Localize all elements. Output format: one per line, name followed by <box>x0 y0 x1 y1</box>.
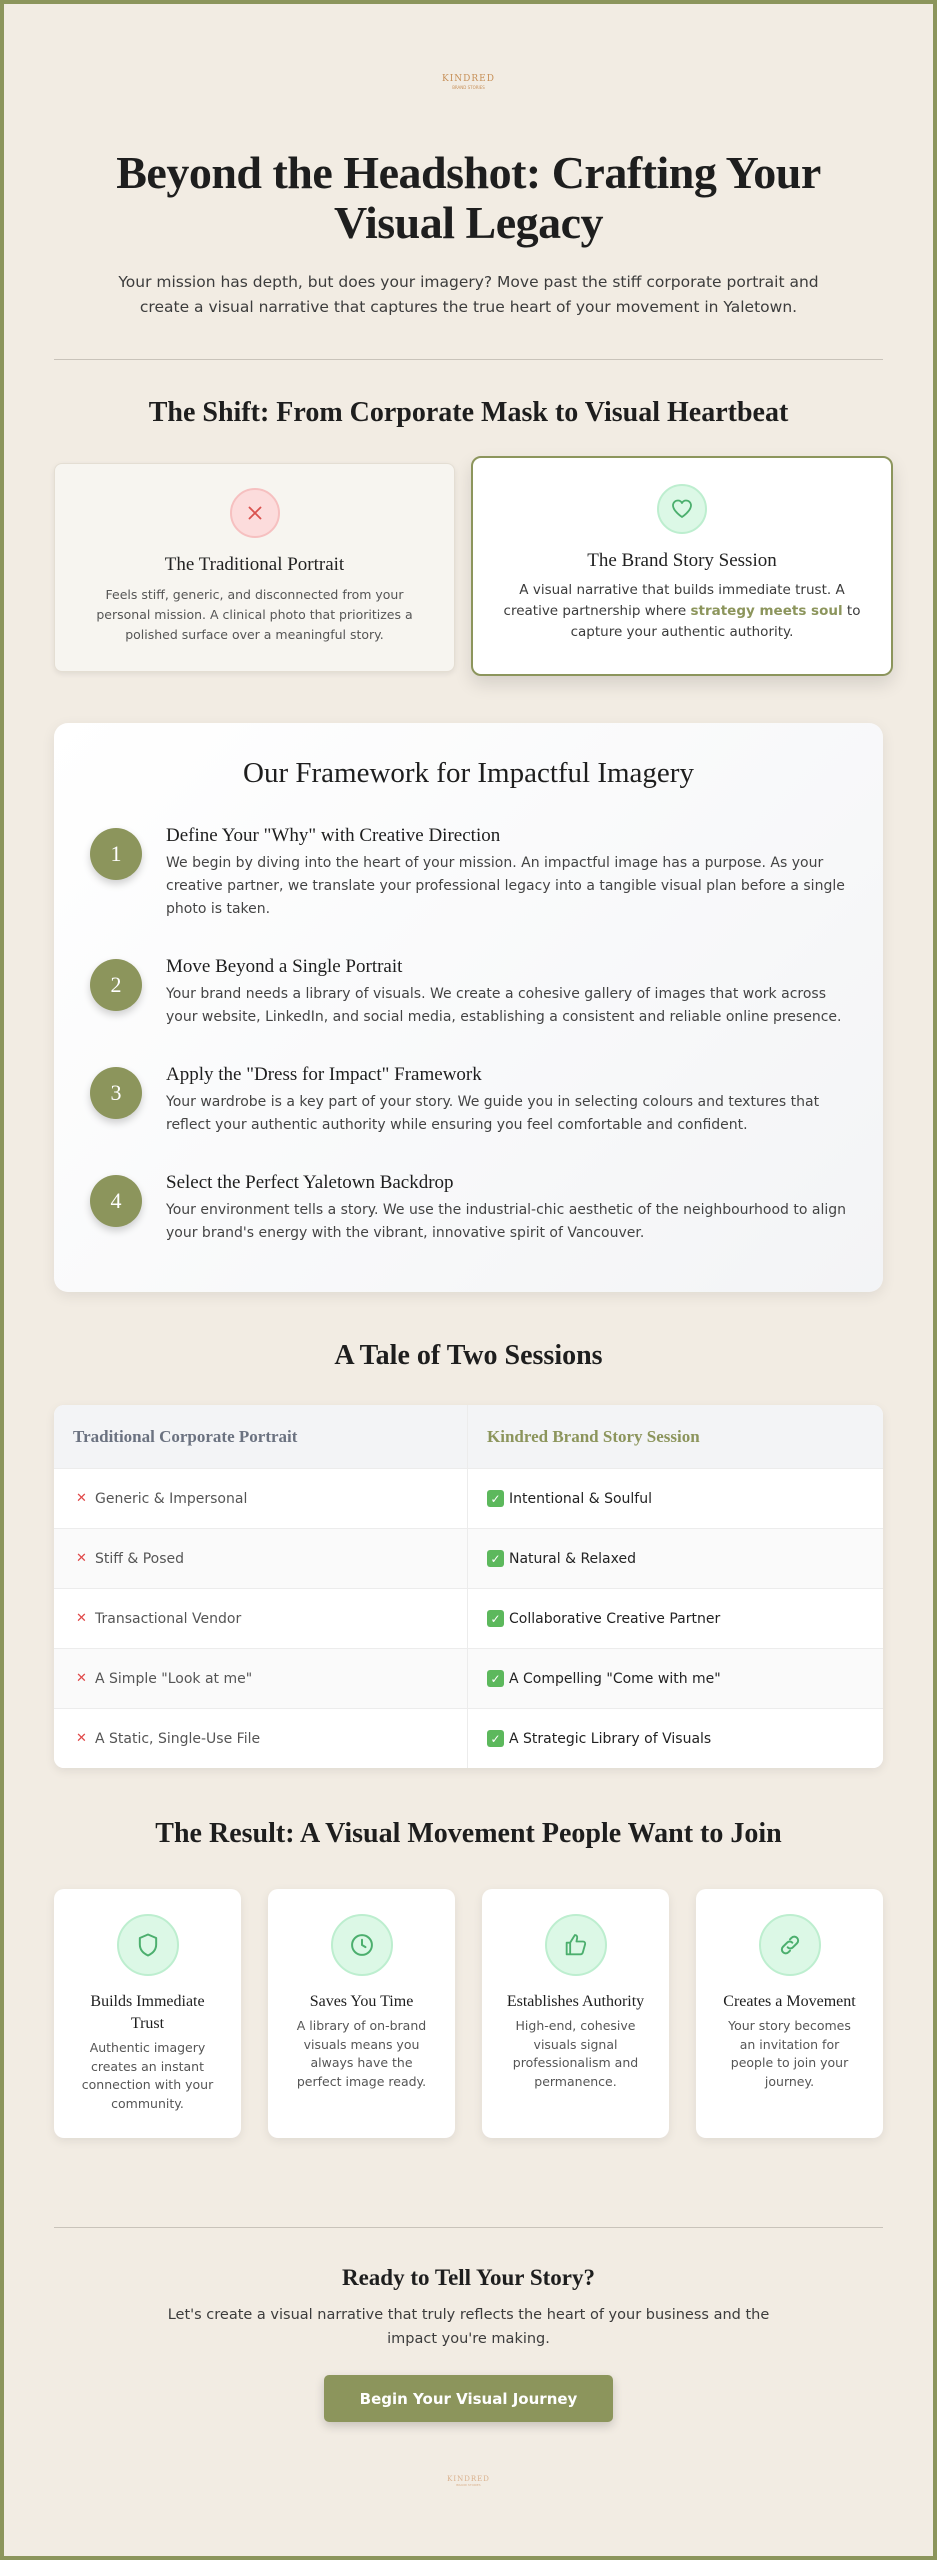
clock-icon <box>331 1914 393 1976</box>
step-text: Your brand needs a library of visuals. We create a cohesive gallery of images that work across your website, LinkedIn, and social media, establishing a consistent and reliable online presence. <box>166 986 842 1025</box>
brand-logo[interactable] <box>0 74 937 90</box>
check-icon: ✓ <box>487 1490 504 1507</box>
cell-text: Collaborative Creative Partner <box>509 1610 721 1627</box>
footer-logo[interactable] <box>0 2475 937 2487</box>
result-card-trust <box>54 1889 241 2138</box>
cell-text: A Simple "Look at me" <box>95 1670 253 1687</box>
cross-icon: ✕ <box>76 1611 87 1626</box>
step-text: We begin by diving into the heart of your mission. An impactful image has a purpose. As your creative partner, we translate your professional legacy into a tangible visual plan before a single photo is taken. <box>166 855 845 917</box>
result-title: Creates a Movement <box>723 1993 856 2010</box>
brand-card-title: The Brand Story Session <box>587 550 777 571</box>
cross-icon: ✕ <box>76 1671 87 1686</box>
shield-icon <box>117 1914 179 1976</box>
table-cell-traditional <box>54 1709 468 1768</box>
result-title: Saves You Time <box>309 1993 414 2010</box>
footer-brand-tagline: BRAND STORIES <box>456 2483 481 2487</box>
hero-title: Beyond the Headshot: Crafting Your Visual Legacy <box>116 147 821 248</box>
link-icon <box>759 1914 821 1976</box>
step-number: 3 <box>90 1067 142 1119</box>
step-number: 1 <box>90 828 142 880</box>
cta-subtitle: Let's create a visual narrative that truly reflects the heart of your business and the impact you're making. <box>167 2307 770 2347</box>
comparison-table <box>54 1405 883 1768</box>
step-text: Your environment tells a story. We use the industrial-chic aesthetic of the neighbourhood to align your brand's energy with the vibrant, innovative spirit of Vancouver. <box>166 1202 847 1241</box>
cross-icon: ✕ <box>76 1551 87 1566</box>
result-title: Builds Immediate Trust <box>90 1993 205 2032</box>
brand-name: KINDRED <box>442 74 495 84</box>
traditional-card-text: Feels stiff, generic, and disconnected from your personal mission. A clinical photo that prioritizes a polished surface over a meaningful story. <box>96 587 413 642</box>
check-icon: ✓ <box>487 1670 504 1687</box>
cross-icon: ✕ <box>76 1731 87 1746</box>
result-card-movement <box>696 1889 883 2138</box>
result-text: Authentic imagery creates an instant connection with your community. <box>81 2040 214 2111</box>
traditional-card-title: The Traditional Portrait <box>164 554 345 575</box>
framework-section <box>54 723 883 1292</box>
thumbs-up-icon <box>545 1914 607 1976</box>
hero-subtitle: Your mission has depth, but does your imagery? Move past the stiff corporate portrait and create a visual narrative that captures the true heart of your movement in Yaletown. <box>118 273 819 316</box>
table-row <box>54 1588 883 1648</box>
check-icon: ✓ <box>487 1610 504 1627</box>
check-icon: ✓ <box>487 1730 504 1747</box>
step-number: 2 <box>90 959 142 1011</box>
table-cell-traditional <box>54 1589 468 1648</box>
step-title: Select the Perfect Yaletown Backdrop <box>166 1172 454 1193</box>
step-text: Your wardrobe is a key part of your story. We guide you in selecting colours and textures that reflect your authentic authority while ensuring you feel comfortable and confident. <box>166 1094 820 1133</box>
brand-card-text-start: A visual narrative that builds immediate trust. A creative partnership where <box>503 582 845 619</box>
check-icon: ✓ <box>487 1550 504 1567</box>
result-text: Your story becomes an invitation for people to join your journey. <box>728 2018 851 2089</box>
table-cell-kindred <box>468 1589 883 1648</box>
table-cell-kindred <box>468 1529 883 1588</box>
step-number: 4 <box>90 1175 142 1227</box>
brand-tagline: BRAND STORIES <box>452 85 485 90</box>
cell-text: A Static, Single-Use File <box>95 1730 261 1747</box>
section-divider <box>54 2227 883 2228</box>
table-row <box>54 1468 883 1528</box>
cell-text: A Strategic Library of Visuals <box>509 1730 712 1747</box>
cell-text: Transactional Vendor <box>95 1610 242 1627</box>
result-text: A library of on-brand visuals means you always have the perfect image ready. <box>296 2018 427 2089</box>
table-cell-kindred <box>468 1649 883 1708</box>
traditional-portrait-card <box>54 463 455 672</box>
framework-heading: Our Framework for Impactful Imagery <box>243 757 694 789</box>
table-cell-traditional <box>54 1649 468 1708</box>
cell-text: Stiff & Posed <box>95 1550 185 1567</box>
footer-brand-name: KINDRED <box>447 2475 490 2483</box>
brand-story-card <box>471 456 893 676</box>
step-title: Move Beyond a Single Portrait <box>166 956 403 977</box>
result-title: Establishes Authority <box>506 1993 645 2010</box>
brand-card-text-end: to capture your authentic authority. <box>570 603 861 640</box>
brand-card-text-accent: strategy meets soul <box>690 603 843 619</box>
table-cell-traditional <box>54 1469 468 1528</box>
result-card-time <box>268 1889 455 2138</box>
results-heading: The Result: A Visual Movement People Want to Join <box>155 1818 782 1849</box>
table-cell-kindred <box>468 1469 883 1528</box>
shift-heading: The Shift: From Corporate Mask to Visual Heartbeat <box>148 397 789 428</box>
table-row <box>54 1648 883 1708</box>
cross-icon: ✕ <box>76 1491 87 1506</box>
table-row <box>54 1708 883 1768</box>
table-cell-traditional <box>54 1529 468 1588</box>
table-row <box>54 1528 883 1588</box>
cell-text: A Compelling "Come with me" <box>509 1670 721 1687</box>
heart-icon <box>657 484 707 534</box>
section-divider <box>54 359 883 360</box>
begin-journey-button[interactable]: Begin Your Visual Journey <box>324 2375 613 2422</box>
result-card-authority <box>482 1889 669 2138</box>
comparison-heading: A Tale of Two Sessions <box>334 1340 603 1371</box>
step-title: Apply the "Dress for Impact" Framework <box>166 1064 482 1085</box>
table-cell-kindred <box>468 1709 883 1768</box>
result-text: High-end, cohesive visuals signal professionalism and permanence. <box>512 2018 639 2089</box>
cta-title: Ready to Tell Your Story? <box>341 2265 596 2290</box>
table-header-traditional: Traditional Corporate Portrait <box>54 1405 468 1468</box>
table-header-row <box>54 1405 883 1468</box>
x-icon <box>230 488 280 538</box>
table-header-kindred: Kindred Brand Story Session <box>487 1426 700 1446</box>
cell-text: Natural & Relaxed <box>509 1550 636 1567</box>
cell-text: Intentional & Soulful <box>509 1490 652 1507</box>
step-title: Define Your "Why" with Creative Direction <box>166 825 501 846</box>
brand-card-text <box>473 580 891 643</box>
cell-text: Generic & Impersonal <box>95 1490 248 1507</box>
